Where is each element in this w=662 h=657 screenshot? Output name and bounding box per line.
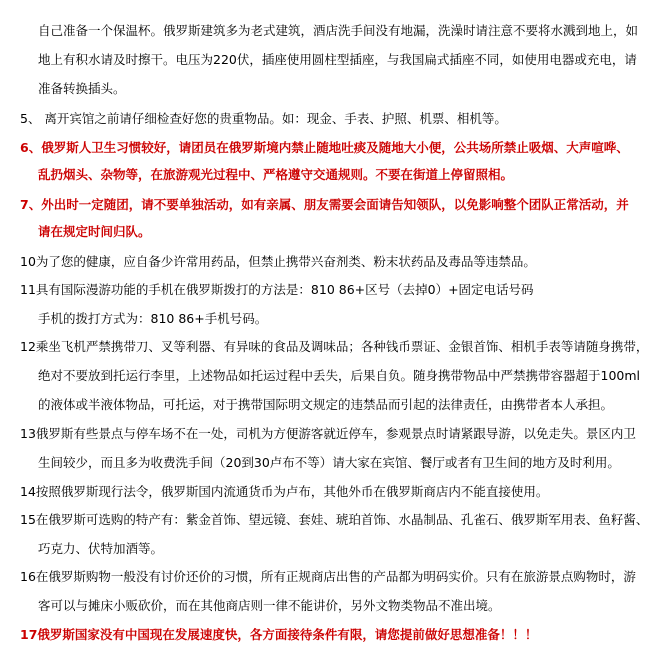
item-7: 7、外出时一定随团，请不要单独活动，如有亲属、朋友需要会面请告知领队，以免影响整个团队正常活动，并 [20,197,629,212]
item-12-continued: 的液体或半液体物品，可托运，对于携带国际明文规定的违禁品而引起的法律责任，由携带者本人承担。 [38,397,614,412]
item-15: 15在俄罗斯可选购的特产有：紫金首饰、望远镜、套娃、琥珀首饰、水晶制品、孔雀石、俄罗斯军用表、鱼籽酱、 [20,512,649,527]
item-12-continued: 绝对不要放到托运行李里，上述物品如托运过程中丢失，后果自负。随身携带物品中严禁携带容器超于100ml [38,368,641,383]
item-10: 10为了您的健康，应自备少许常用药品，但禁止携带兴奋剂类、粉末状药品及毒品等违禁品。 [20,254,536,269]
item-17: 17俄罗斯国家没有中国现在发展速度快，各方面接待条件有限，请您提前做好思想准备！！！ [20,627,538,642]
text-line: 自己准备一个保温杯。俄罗斯建筑多为老式建筑，酒店洗手间没有地漏，洗澡时请注意不要将水溅到地上，如 [38,23,639,38]
item-15-continued: 巧克力、伏特加酒等。 [38,541,164,556]
item-16-continued: 客可以与摊床小贩砍价，而在其他商店则一律不能讲价，另外文物类物品不准出境。 [38,598,501,613]
item-16: 16在俄罗斯购物一般没有讨价还价的习惯，所有正规商店出售的产品都为明码实价。只有在旅游景点购物时，游 [20,569,636,584]
text-line: 地上有积水请及时擦干。电压为220伏，插座使用圆柱型插座，与我国扁式插座不同，如使用电器或充电，请 [38,52,637,67]
item-11: 11具有国际漫游功能的手机在俄罗斯拨打的方法是：810 86+区号（去掉0）+固定电话号码 [20,282,534,297]
item-7-continued: 请在规定时间归队。 [38,224,151,239]
item-6: 6、俄罗斯人卫生习惯较好，请团员在俄罗斯境内禁止随地吐痰及随地大小便，公共场所禁止吸烟、大声喧哗、 [20,140,629,155]
item-11-continued: 手机的拨打方式为：810 86+手机号码。 [38,311,268,326]
item-13-continued: 生间较少，而且多为收费洗手间（20到30卢布不等）请大家在宾馆、餐厅或者有卫生间的地方及时利用。 [38,455,620,470]
item-6-continued: 乱扔烟头、杂物等，在旅游观光过程中、严格遵守交通规则。不要在街道上停留照相。 [38,167,514,182]
text-line: 准备转换插头。 [38,81,126,96]
item-14: 14按照俄罗斯现行法令，俄罗斯国内流通货币为卢布，其他外币在俄罗斯商店内不能直接使用。 [20,484,549,499]
item-5: 5、 离开宾馆之前请仔细检查好您的贵重物品。如：现金、手表、护照、机票、相机等。 [20,111,507,126]
item-13: 13俄罗斯有些景点与停车场不在一处，司机为方便游客就近停车，参观景点时请紧跟导游，以免走失。景区内卫 [20,426,636,441]
item-12: 12乘坐飞机严禁携带刀、叉等利器、有异味的食品及调味品；各种钱币票证、金银首饰、相机手表等请随身携带， [20,339,649,354]
